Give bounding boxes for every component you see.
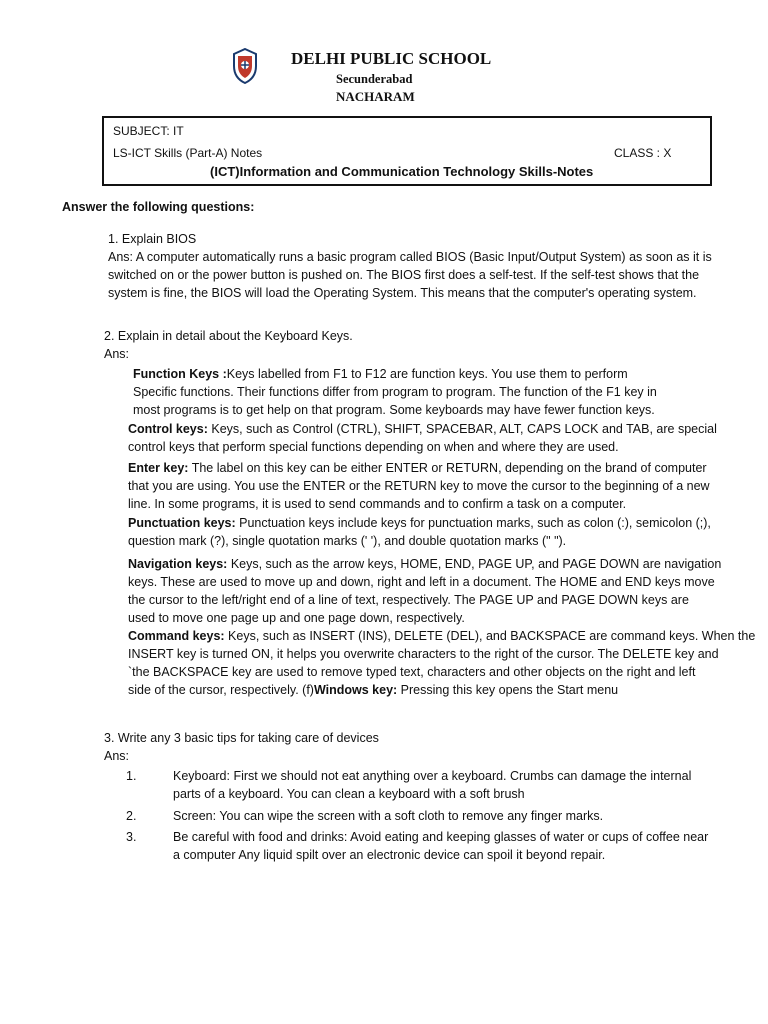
tip-3 xyxy=(173,828,753,864)
school-city: Secunderabad xyxy=(336,72,413,86)
punctuation-keys-text: Punctuation keys include keys for punctuation marks, such as colon (:), semicolon (;), xyxy=(235,516,711,530)
tip-text: Be careful with food and drinks: Avoid eating and keeping glasses of water or cups of coffee near xyxy=(173,830,709,844)
control-keys-text: control keys that perform special functions depending on when and where they are used. xyxy=(128,440,619,454)
command-keys-text: `the BACKSPACE key are used to remove typed text, characters and other objects on the right and left xyxy=(128,665,696,679)
tip-text: Keyboard: First we should not eat anything over a keyboard. Crumbs can damage the internal xyxy=(173,769,692,783)
school-branch: NACHARAM xyxy=(336,89,415,104)
navigation-keys-text: Keys, such as the arrow keys, HOME, END, PAGE UP, and PAGE DOWN are navigation xyxy=(227,557,722,571)
question-2: 2. Explain in detail about the Keyboard Keys. xyxy=(104,329,353,343)
tip-text: parts of a keyboard. You can clean a keyboard with a soft brush xyxy=(173,787,525,801)
school-crest-icon xyxy=(232,48,258,84)
command-keys-paragraph xyxy=(128,627,768,699)
function-keys-text: Specific functions. Their functions differ from program to program. The function of the F1 key in xyxy=(133,385,657,399)
navigation-keys-text: used to move one page up and one page down, respectively. xyxy=(128,611,465,625)
tip-number: 3. xyxy=(126,830,137,844)
navigation-keys-paragraph xyxy=(128,555,768,627)
instructions: Answer the following questions: xyxy=(62,200,255,214)
tip-1 xyxy=(173,767,753,803)
notes-label: LS-ICT Skills (Part-A) Notes xyxy=(113,146,263,160)
enter-key-text: The label on this key can be either ENTER or RETURN, depending on the brand of computer xyxy=(188,461,707,475)
enter-key-paragraph xyxy=(128,459,768,513)
tip-2 xyxy=(173,807,753,825)
command-keys-text: side of the cursor, respectively. (f) xyxy=(128,683,314,697)
enter-key-label: Enter key: xyxy=(128,461,189,475)
function-keys-label: Function Keys : xyxy=(133,367,227,381)
punctuation-keys-paragraph xyxy=(128,514,768,550)
class-label: CLASS : X xyxy=(614,146,672,160)
tip-text: a computer Any liquid spilt over an electronic device can spoil it beyond repair. xyxy=(173,848,606,862)
tip-text: Screen: You can wipe the screen with a soft cloth to remove any finger marks. xyxy=(173,809,604,823)
tip-number: 1. xyxy=(126,769,137,783)
answer-line: system is fine, the BIOS will load the Operating System. This means that the computer's operating system. xyxy=(108,286,697,300)
answer-1 xyxy=(108,248,748,302)
function-keys-text: most programs is to get help on that program. Some keyboards may have fewer function keys. xyxy=(133,403,655,417)
windows-key-label: Windows key: xyxy=(313,683,398,697)
command-keys-text: Keys, such as INSERT (INS), DELETE (DEL), and BACKSPACE are command keys. When the xyxy=(224,629,756,643)
function-keys-paragraph xyxy=(133,365,768,419)
answer-line: switched on or the power button is pushed on. The BIOS first does a self-test. If the self-test shows that the xyxy=(108,268,700,282)
command-keys-text: INSERT key is turned ON, it helps you overwrite characters to the right of the cursor. The DELETE key and xyxy=(128,647,719,661)
navigation-keys-label: Navigation keys: xyxy=(128,557,228,571)
punctuation-keys-text: question mark (?), single quotation marks (' '), and double quotation marks (" "). xyxy=(128,534,567,548)
control-keys-label: Control keys: xyxy=(128,422,208,436)
question-3: 3. Write any 3 basic tips for taking care of devices xyxy=(104,731,379,745)
control-keys-paragraph xyxy=(128,420,768,456)
control-keys-text: Keys, such as Control (CTRL), SHIFT, SPACEBAR, ALT, CAPS LOCK and TAB, are special xyxy=(207,422,717,436)
function-keys-text: Keys labelled from F1 to F12 are function keys. You use them to perform xyxy=(226,367,628,381)
answer-2-label: Ans: xyxy=(104,347,130,361)
punctuation-keys-label: Punctuation keys: xyxy=(128,516,236,530)
school-name: DELHI PUBLIC SCHOOL xyxy=(291,49,492,68)
answer-3-label: Ans: xyxy=(104,749,130,763)
question-1: 1. Explain BIOS xyxy=(108,232,197,246)
navigation-keys-text: the cursor to the left/right end of a line of text, respectively. The PAGE UP and PAGE DOWN keys are xyxy=(128,593,689,607)
command-keys-label: Command keys: xyxy=(128,629,225,643)
enter-key-text: that you are using. You use the ENTER or the RETURN key to move the cursor to the beginning of a new xyxy=(128,479,710,493)
answer-line: Ans: A computer automatically runs a basic program called BIOS (Basic Input/Output System) as soon as it is xyxy=(108,250,712,264)
navigation-keys-text: keys. These are used to move up and down, right and left in a document. The HOME and END keys move xyxy=(128,575,715,589)
enter-key-text: line. In some programs, it is used to send commands and to confirm a task on a computer. xyxy=(128,497,627,511)
tip-number: 2. xyxy=(126,809,137,823)
subject-label: SUBJECT: IT xyxy=(113,124,184,138)
notes-title: (ICT)Information and Communication Technology Skills-Notes xyxy=(210,164,594,179)
windows-key-text: Pressing this key opens the Start menu xyxy=(397,683,619,697)
